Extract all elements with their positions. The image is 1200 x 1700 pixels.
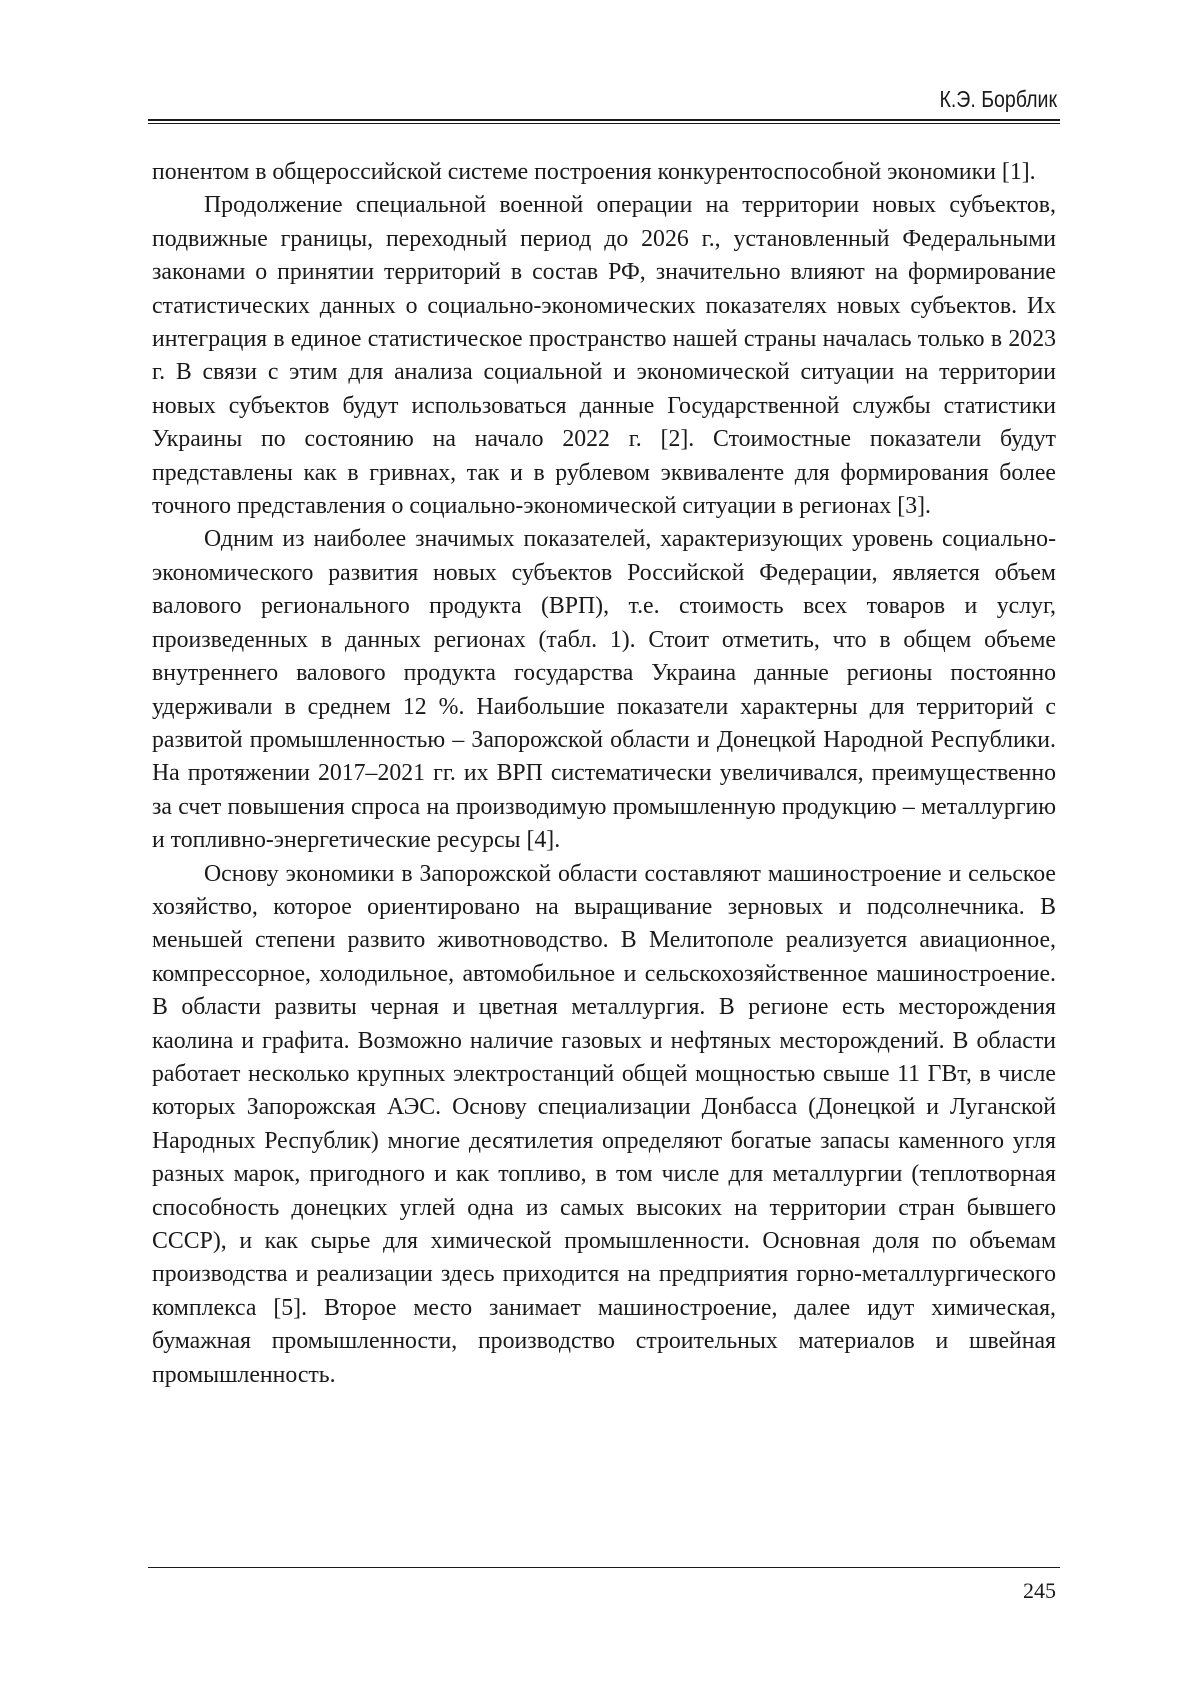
paragraph-grp: Одним из наиболее значимых показателей, характеризующих уровень социально-экономического развития новых субъектов Российской Федерации, является объем валового регионального продукта (ВРП), т.е. стоимость всех товаров и услуг, произведенных в данных регионах (табл. 1). Стоит отметить, что в общем объеме внутреннего валового продукта государства Украина данные регионы постоянно удерживали в среднем 12 %. Наибольшие показатели характерны для территорий с развитой промышленностью – Запорожской области и Донецкой Народной Республики. На протяжении 2017–2021 гг. их ВРП систематически увеличивался, преимущественно за счет повышения спроса на производимую промышленную продукцию – металлургию и топливно-энергетические ресурсы [4].	[152, 523, 1056, 857]
footer-divider	[148, 1567, 1060, 1568]
running-header-author: К.Э. Борблик	[288, 86, 1057, 113]
body-text	[152, 156, 1056, 1392]
document-page	[0, 0, 1200, 1700]
page-number: 245	[900, 1578, 1056, 1604]
header-divider	[148, 119, 1060, 124]
paragraph-economy: Основу экономики в Запорожской области составляют машиностроение и сельское хозяйство, которое ориентировано на выращивание зерновых и подсолнечника. В меньшей степени развито животноводство. В Мелитополе реализуется авиационное, компрессорное, холодильное, автомобильное и сельскохозяйственное машиностроение. В области развиты черная и цветная металлургия. В регионе есть месторождения каолина и графита. Возможно наличие газовых и нефтяных месторождений. В области работает несколько крупных электростанций общей мощностью свыше 11 ГВт, в числе которых Запорожская АЭС. Основу специализации Донбасса (Донецкой и Луганской Народных Республик) многие десятилетия определяют богатые запасы каменного угля разных марок, пригодного и как топливо, в том числе для металлургии (теплотворная способность донецких углей одна из самых высоких на территории стран бывшего СССР), и как сырье для химической промышленности. Основная доля по объемам производства и реализации здесь приходится на предприятия горно-металлургического комплекса [5]. Второе место занимает машиностроение, далее идут химическая, бумажная промышленности, производство строительных материалов и швейная промышленность.	[152, 858, 1056, 1393]
paragraph-continuation: понентом в общероссийской системе построения конкурентоспособной экономики [1].	[152, 156, 1056, 189]
paragraph-statistics: Продолжение специальной военной операции на территории новых субъектов, подвижные границы, переходный период до 2026 г., установленный Федеральными законами о принятии территорий в состав РФ, значительно влияют на формирование статистических данных о социально-экономических показателях новых субъектов. Их интеграция в единое статистическое пространство нашей страны началась только в 2023 г. В связи с этим для анализа социальной и экономической ситуации на территории новых субъектов будут использоваться данные Государственной службы статистики Украины по состоянию на начало 2022 г. [2]. Стоимостные показатели будут представлены как в гривнах, так и в рублевом эквиваленте для формирования более точного представления о социально-экономической ситуации в регионах [3].	[152, 189, 1056, 523]
